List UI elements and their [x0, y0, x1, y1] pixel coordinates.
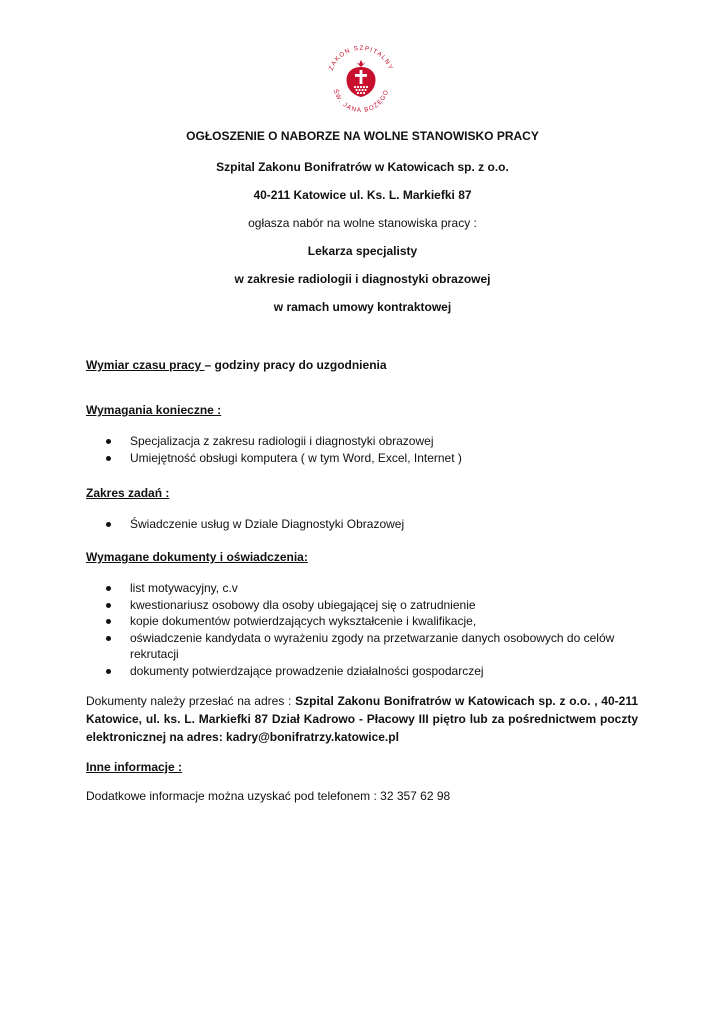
work-time-value: – godziny pracy do uzgodnienia [204, 358, 387, 372]
list-item: Umiejętność obsługi komputera ( w tym Word, Excel, Internet ) [100, 450, 660, 467]
requirements-heading: Wymagania konieczne : [86, 403, 222, 417]
hospital-order-logo [321, 40, 401, 120]
other-info-text: Dodatkowe informacje można uzyskać pod telefonem : 32 357 62 98 [86, 789, 451, 803]
other-info-heading: Inne informacje : [86, 760, 183, 774]
submission-paragraph [86, 692, 638, 746]
list-item: oświadczenie kandydata o wyrażeniu zgody na przetwarzanie danych osobowych do celów rekrutacji [100, 630, 630, 663]
position-scope: w zakresie radiologii i diagnostyki obrazowej [234, 272, 491, 286]
list-item: Świadczenie usług w Dziale Diagnostyki Obrazowej [100, 516, 660, 533]
bullet-icon [106, 619, 111, 624]
logo-text-bottom: ŚW. JANA BOŻEGO [331, 88, 391, 115]
pomegranate-cross-emblem-icon [347, 60, 376, 97]
position-title: Lekarza specjalisty [307, 244, 418, 258]
documents-heading: Wymagane dokumenty i oświadczenia: [86, 550, 308, 564]
list-item: dokumenty potwierdzające prowadzenie działalności gospodarczej [100, 663, 660, 680]
bullet-icon [106, 586, 111, 591]
bullet-icon [106, 603, 111, 608]
requirements-list [100, 433, 660, 466]
work-time-label: Wymiar czasu pracy [86, 358, 205, 372]
tasks-list [100, 516, 660, 533]
list-item: kwestionariusz osobowy dla osoby ubiegającej się o zatrudnienie [100, 597, 660, 614]
documents-list [100, 580, 660, 679]
bullet-icon [106, 522, 111, 527]
submission-address: Szpital Zakonu Bonifratrów w Katowicach sp. z o.o. , 40-211 Katowice, ul. ks. L. Markiefki 87 Dział Kadrowo - Płacowy III piętro lub za pośrednictwem poczty elektronicznej na adres: kadry@bonifratrzy.katowice.pl [86, 694, 639, 744]
announcement-title: OGŁOSZENIE O NABORZE NA WOLNE STANOWISKO PRACY [186, 129, 539, 143]
list-item: list motywacyjny, c.v [100, 580, 660, 597]
logo-text-top: ZAKON SZPITALNY [327, 44, 395, 72]
submission-prefix: Dokumenty należy przesłać na adres : [86, 694, 296, 708]
list-item: Specjalizacja z zakresu radiologii i diagnostyki obrazowej [100, 433, 660, 450]
contract-type: w ramach umowy kontraktowej [273, 300, 452, 314]
bullet-icon [106, 636, 111, 641]
intro-text: ogłasza nabór na wolne stanowiska pracy : [248, 216, 477, 230]
bullet-icon [106, 669, 111, 674]
work-time-line [86, 358, 387, 372]
bullet-icon [106, 439, 111, 444]
bullet-icon [106, 456, 111, 461]
list-item: kopie dokumentów potwierdzających wykształcenie i kwalifikacje, [100, 613, 660, 630]
organization-name: Szpital Zakonu Bonifratrów w Katowicach sp. z o.o. [216, 160, 509, 174]
organization-address: 40-211 Katowice ul. Ks. L. Markiefki 87 [253, 188, 472, 202]
tasks-heading: Zakres zadań : [86, 486, 170, 500]
